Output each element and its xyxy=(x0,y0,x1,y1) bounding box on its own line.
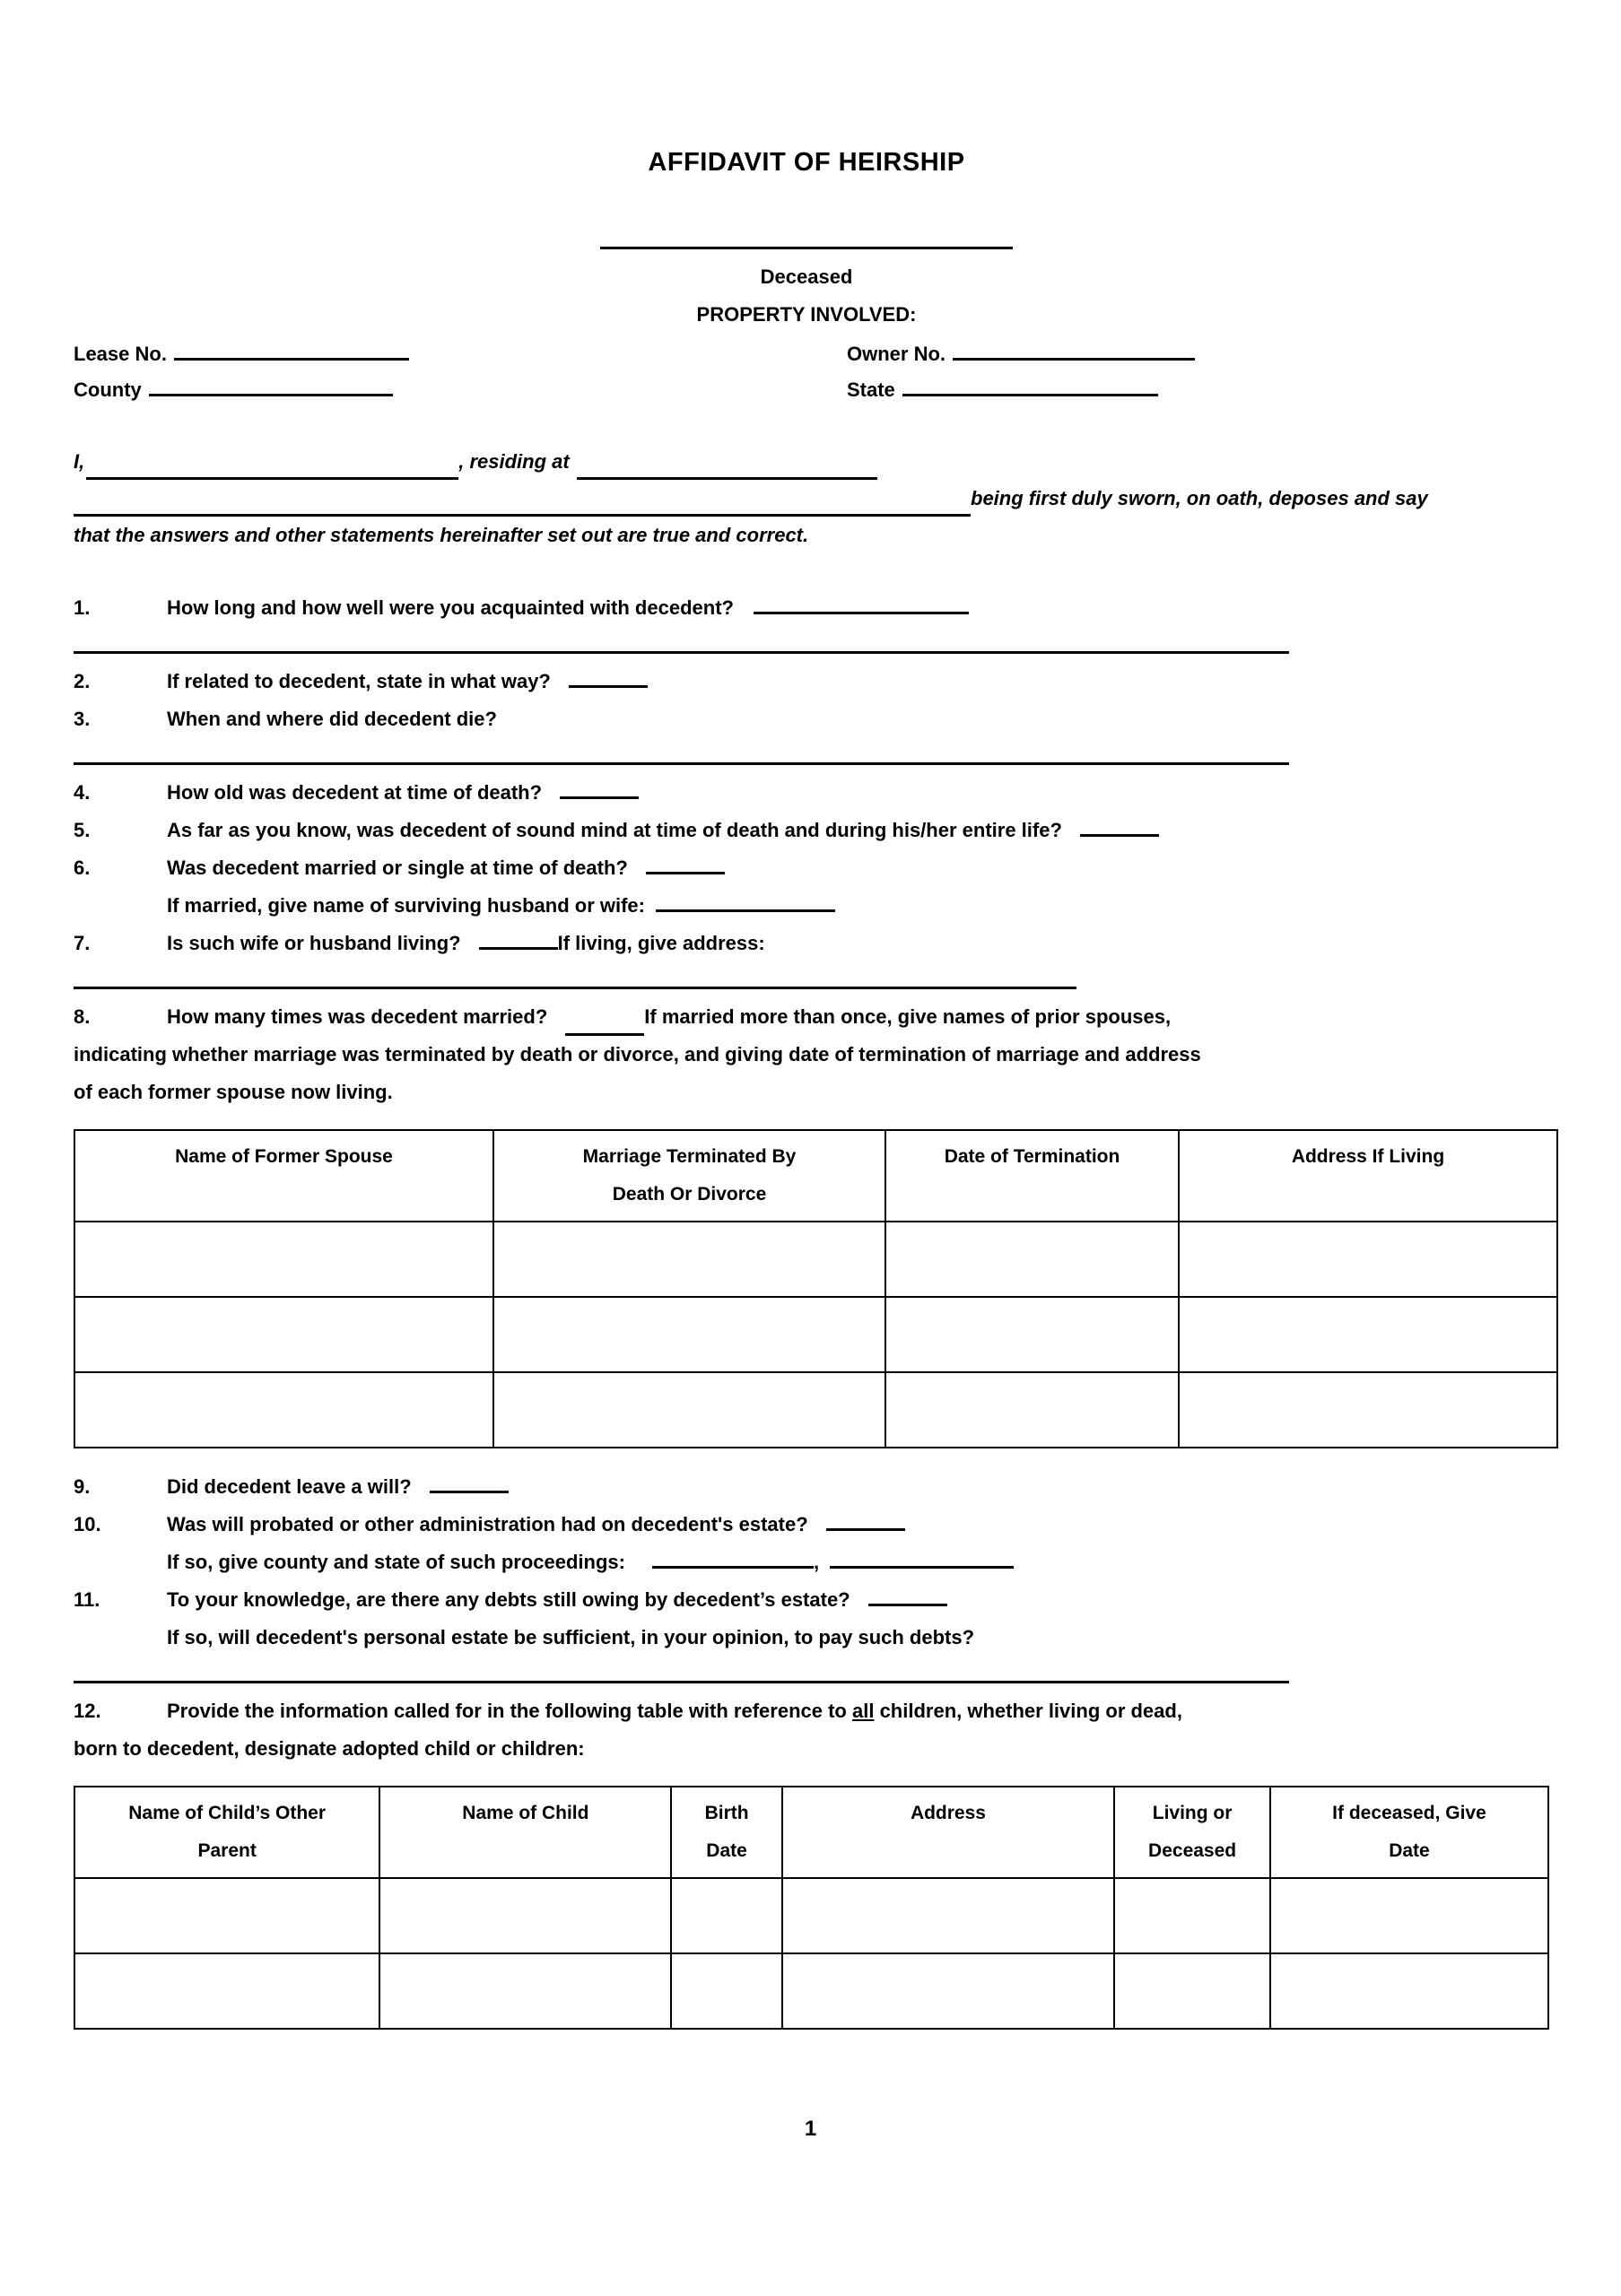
question-10-sub xyxy=(74,1544,1545,1581)
intro-line-1 xyxy=(74,443,1545,480)
lease-owner-row xyxy=(74,343,1545,366)
question-4-text: How old was decedent at time of death? xyxy=(167,781,543,804)
county-state-row xyxy=(74,378,1545,402)
intro-truth-text: that the answers and other statements hereinafter set out are true and correct. xyxy=(74,524,809,546)
col-marriage-terminated-by xyxy=(493,1130,885,1222)
col-date-of-termination xyxy=(885,1130,1179,1222)
state-field xyxy=(847,378,1475,402)
col-if-deceased-give-date xyxy=(1270,1787,1548,1878)
question-9-number: 9. xyxy=(74,1475,91,1498)
cell-other-parent-name[interactable] xyxy=(74,1878,379,1953)
col-header-line-1: Name of Child’s Other xyxy=(128,1803,327,1823)
table-row xyxy=(74,1222,1557,1297)
col-living-or-deceased xyxy=(1114,1787,1270,1878)
question-10-number: 10. xyxy=(74,1513,101,1535)
county-input[interactable] xyxy=(149,393,393,396)
col-header-line-1: Living or xyxy=(1152,1803,1233,1823)
county-field xyxy=(74,378,847,402)
question-12-number: 12. xyxy=(74,1700,101,1722)
question-7-answer-rule[interactable] xyxy=(74,986,1076,989)
question-3-number: 3. xyxy=(74,708,91,730)
document-content xyxy=(74,0,1545,2030)
cell-address-if-living[interactable] xyxy=(1179,1372,1557,1448)
col-name-of-former-spouse xyxy=(74,1130,493,1222)
question-7-input[interactable] xyxy=(479,946,558,950)
intro-residing-label: , residing at xyxy=(458,450,570,473)
owner-no-input[interactable] xyxy=(953,357,1195,361)
question-11-answer-rule[interactable] xyxy=(74,1680,1289,1683)
col-address xyxy=(782,1787,1115,1878)
property-involved-label: PROPERTY INVOLVED: xyxy=(696,303,917,326)
page-number: 1 xyxy=(804,2117,817,2141)
county-label: County xyxy=(74,378,142,401)
page-title: AFFIDAVIT OF HEIRSHIP xyxy=(648,148,965,177)
cell-other-parent-name[interactable] xyxy=(74,1953,379,2029)
col-header-line-1: Address If Living xyxy=(1291,1146,1445,1167)
question-3 xyxy=(74,700,1545,738)
question-9-input[interactable] xyxy=(430,1490,509,1493)
col-header-line-2: Death Or Divorce xyxy=(612,1184,767,1205)
question-3-answer-rule[interactable] xyxy=(74,761,1289,765)
question-5-number: 5. xyxy=(74,819,91,841)
question-12-text-after: children, whether living or dead, xyxy=(874,1700,1182,1722)
children-table xyxy=(74,1786,1549,2030)
question-11-input[interactable] xyxy=(868,1603,947,1606)
question-8-number: 8. xyxy=(74,1005,91,1028)
cell-former-spouse-name[interactable] xyxy=(74,1222,493,1297)
cell-address-if-living[interactable] xyxy=(1179,1297,1557,1372)
lease-no-input[interactable] xyxy=(174,357,409,361)
former-spouse-table xyxy=(74,1129,1558,1448)
state-label: State xyxy=(847,378,895,401)
cell-child-name[interactable] xyxy=(379,1878,671,1953)
cell-former-spouse-name[interactable] xyxy=(74,1297,493,1372)
question-6-sub xyxy=(74,887,1545,925)
question-2-number: 2. xyxy=(74,670,91,692)
cell-date-of-termination[interactable] xyxy=(885,1297,1179,1372)
question-9-text: Did decedent leave a will? xyxy=(167,1475,412,1498)
question-10-sub-text: If so, give county and state of such proceedings: xyxy=(167,1551,625,1573)
question-1-input[interactable] xyxy=(754,611,969,614)
question-12-text-before: Provide the information called for in the following table with reference to xyxy=(167,1700,852,1722)
question-4-number: 4. xyxy=(74,781,91,804)
cell-deceased-date[interactable] xyxy=(1270,1953,1548,2029)
deceased-block xyxy=(68,233,1545,326)
question-11 xyxy=(74,1581,1545,1619)
col-name-of-childs-other-parent xyxy=(74,1787,379,1878)
intro-line-2 xyxy=(74,480,1545,517)
question-5-text: As far as you know, was decedent of sound mind at time of death and during his/her entire life? xyxy=(167,819,1062,841)
cell-marriage-terminated[interactable] xyxy=(493,1222,885,1297)
question-6-input[interactable] xyxy=(646,871,725,874)
table-row xyxy=(74,1878,1548,1953)
question-4 xyxy=(74,774,1545,812)
cell-date-of-termination[interactable] xyxy=(885,1372,1179,1448)
question-7-text: Is such wife or husband living? xyxy=(167,932,461,954)
question-12 xyxy=(74,1692,1545,1768)
cell-birth-date[interactable] xyxy=(671,1878,781,1953)
question-8-text: How many times was decedent married? xyxy=(167,1005,548,1028)
question-8-text-cont: If married more than once, give names of prior spouses, xyxy=(644,1005,1172,1028)
question-10-text: Was will probated or other administration had on decedent's estate? xyxy=(167,1513,808,1535)
question-2-input[interactable] xyxy=(569,684,648,688)
cell-living-or-deceased[interactable] xyxy=(1114,1878,1270,1953)
col-name-of-child xyxy=(379,1787,671,1878)
affidavit-intro xyxy=(74,443,1545,553)
col-header-line-1: Date of Termination xyxy=(944,1146,1120,1167)
owner-no-field xyxy=(847,343,1475,366)
question-5-input[interactable] xyxy=(1080,833,1159,837)
col-header-line-2: Parent xyxy=(197,1840,257,1861)
cell-marriage-terminated[interactable] xyxy=(493,1297,885,1372)
deceased-name-blank[interactable] xyxy=(600,246,1013,249)
question-6 xyxy=(74,849,1545,887)
cell-address[interactable] xyxy=(782,1878,1115,1953)
intro-i-label: I, xyxy=(74,450,85,473)
col-header-line-1: Name of Child xyxy=(462,1803,589,1823)
cell-birth-date[interactable] xyxy=(671,1953,781,2029)
lease-no-field xyxy=(74,343,847,366)
question-6-text: Was decedent married or single at time of death? xyxy=(167,857,628,879)
col-header-line-2: Date xyxy=(1389,1840,1430,1861)
question-6-number: 6. xyxy=(74,857,91,879)
col-header-line-1: Name of Former Spouse xyxy=(175,1146,393,1167)
cell-child-name[interactable] xyxy=(379,1953,671,2029)
cell-marriage-terminated[interactable] xyxy=(493,1372,885,1448)
cell-living-or-deceased[interactable] xyxy=(1114,1953,1270,2029)
question-8 xyxy=(74,998,1545,1111)
deceased-name-blank-wrap xyxy=(68,233,1545,249)
question-1-answer-rule[interactable] xyxy=(74,650,1289,654)
col-header-line-2: Deceased xyxy=(1148,1840,1237,1861)
question-12-text-line2: born to decedent, designate adopted child or children: xyxy=(74,1737,585,1760)
deceased-label: Deceased xyxy=(760,265,853,288)
question-10-comma: , xyxy=(813,1551,820,1573)
question-4-input[interactable] xyxy=(560,796,639,799)
question-10-input[interactable] xyxy=(826,1527,905,1531)
property-fields-grid xyxy=(74,343,1545,402)
question-10 xyxy=(74,1506,1545,1544)
question-9 xyxy=(74,1468,1545,1506)
question-7-sub-text: If living, give address: xyxy=(557,932,765,954)
questions-block-1 xyxy=(74,589,1545,1111)
cell-address[interactable] xyxy=(782,1953,1115,2029)
table-row xyxy=(74,1953,1548,2029)
question-2-text: If related to decedent, state in what way? xyxy=(167,670,551,692)
question-2 xyxy=(74,663,1545,700)
question-7 xyxy=(74,925,1545,962)
state-input[interactable] xyxy=(902,393,1158,396)
question-3-text: When and where did decedent die? xyxy=(167,708,497,730)
question-1-text: How long and how well were you acquainted with decedent? xyxy=(167,596,734,619)
question-1-number: 1. xyxy=(74,596,91,619)
col-header-line-1: Birth xyxy=(704,1803,749,1823)
table-row xyxy=(74,1372,1557,1448)
col-address-if-living xyxy=(1179,1130,1557,1222)
table-header-row xyxy=(74,1787,1548,1878)
cell-deceased-date[interactable] xyxy=(1270,1878,1548,1953)
cell-date-of-termination[interactable] xyxy=(885,1222,1179,1297)
question-11-text: To your knowledge, are there any debts still owing by decedent’s estate? xyxy=(167,1588,850,1611)
question-10-state-input[interactable] xyxy=(830,1565,1014,1569)
cell-address-if-living[interactable] xyxy=(1179,1222,1557,1297)
table-header-row xyxy=(74,1130,1557,1222)
table-row xyxy=(74,1297,1557,1372)
question-10-county-input[interactable] xyxy=(652,1565,814,1569)
question-11-number: 11. xyxy=(74,1588,100,1611)
question-8-line-3 xyxy=(74,1074,1545,1111)
col-header-line-1: Address xyxy=(910,1803,986,1823)
col-header-line-1: If deceased, Give xyxy=(1332,1803,1486,1823)
owner-no-label: Owner No. xyxy=(847,343,946,365)
col-header-line-1: Marriage Terminated By xyxy=(582,1146,797,1167)
col-header-line-2: Date xyxy=(706,1840,747,1861)
question-8-line-2 xyxy=(74,1036,1545,1074)
question-8-text-line3: of each former spouse now living. xyxy=(74,1081,393,1103)
question-12-underlined-word: all xyxy=(851,1700,875,1722)
question-7-number: 7. xyxy=(74,932,91,954)
question-6-sub-input[interactable] xyxy=(656,909,835,912)
question-12-line-2 xyxy=(74,1730,1545,1768)
col-birth-date xyxy=(671,1787,781,1878)
lease-no-label: Lease No. xyxy=(74,343,167,365)
question-6-sub-text: If married, give name of surviving husband or wife: xyxy=(167,894,645,917)
intro-line-3 xyxy=(74,517,1545,553)
intro-sworn-text: being first duly sworn, on oath, deposes and say xyxy=(971,487,1428,509)
question-5 xyxy=(74,812,1545,849)
question-11-sub xyxy=(74,1619,1545,1657)
questions-block-2 xyxy=(74,1468,1545,1768)
question-1 xyxy=(74,589,1545,627)
question-8-text-line2: indicating whether marriage was terminated by death or divorce, and giving date of termination of marriage and address xyxy=(74,1043,1201,1065)
question-11-sub-text: If so, will decedent's personal estate be sufficient, in your opinion, to pay such debts? xyxy=(167,1626,975,1648)
cell-former-spouse-name[interactable] xyxy=(74,1372,493,1448)
